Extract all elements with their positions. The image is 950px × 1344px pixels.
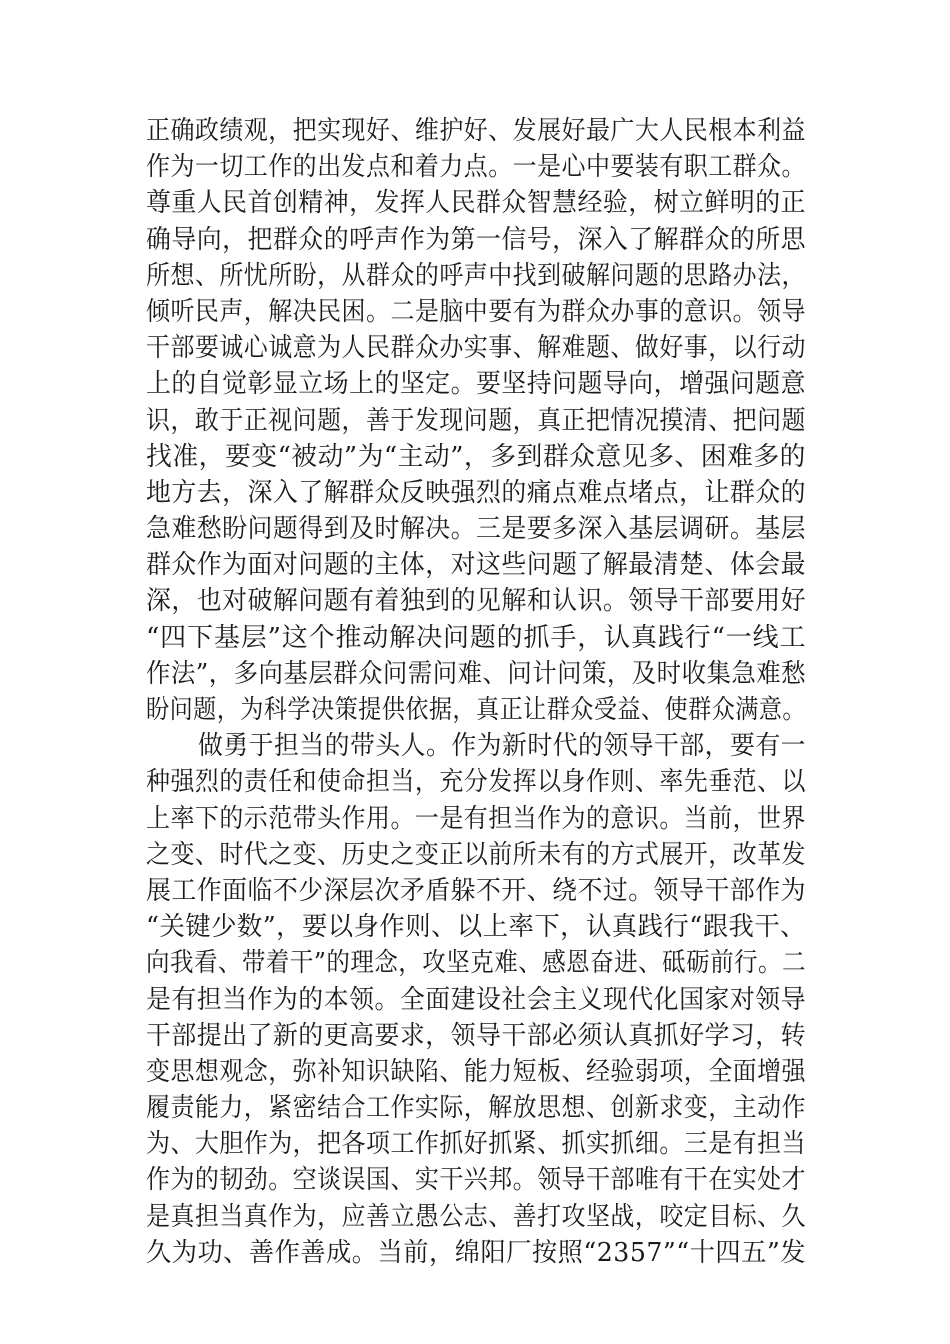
- text-line: 群众作为面对问题的主体，对这些问题了解最清楚、体会最: [146, 550, 806, 581]
- text-line: 干部要诚心诚意为人民群众办实事、解难题、做好事，以行动: [146, 333, 806, 364]
- text-line: 盼问题，为科学决策提供依据，真正让群众受益、使群众满意。: [146, 695, 806, 725]
- paragraph: [146, 113, 806, 728]
- text-line: 向我看、带着干”的理念，攻坚克难、感恩奋进、砥砺前行。二: [146, 948, 806, 979]
- document-body: [146, 113, 806, 1271]
- text-line: 尊重人民首创精神，发挥人民群众智慧经验，树立鲜明的正: [146, 188, 806, 219]
- text-line: 识，敢于正视问题，善于发现问题，真正把情况摸清、把问题: [146, 405, 806, 436]
- text-line: 久为功、善作善成。当前，绵阳厂按照“2357”“十四五”发: [146, 1237, 806, 1268]
- text-line: “关键少数”，要以身作则、以上率下，认真践行“跟我干、: [146, 912, 806, 943]
- text-line: 作为一切工作的出发点和着力点。一是心中要装有职工群众。: [146, 152, 806, 183]
- text-line: 倾听民声，解决民困。二是脑中要有为群众办事的意识。领导: [146, 296, 806, 327]
- text-line: 作法”，多向基层群众问需问难、问计问策，及时收集急难愁: [146, 658, 806, 689]
- text-line: 是真担当真作为，应善立愚公志、善打攻坚战，咬定目标、久: [146, 1201, 806, 1232]
- text-line: 为、大胆作为，把各项工作抓好抓紧、抓实抓细。三是有担当: [146, 1129, 806, 1160]
- text-line: 干部提出了新的更高要求，领导干部必须认真抓好学习，转: [146, 1020, 806, 1051]
- text-line: 上的自觉彰显立场上的坚定。要坚持问题导向，增强问题意: [146, 369, 806, 400]
- text-line: 确导向，把群众的呼声作为第一信号，深入了解群众的所思: [146, 224, 806, 255]
- text-line: “四下基层”这个推动解决问题的抓手，认真践行“一线工: [146, 622, 807, 653]
- text-line: 正确政绩观，把实现好、维护好、发展好最广大人民根本利益: [146, 116, 806, 146]
- text-line: 找准，要变“被动”为“主动”，多到群众意见多、困难多的: [146, 441, 806, 472]
- paragraph: [146, 728, 806, 1271]
- text-line: 所想、所忧所盼，从群众的呼声中找到破解问题的思路办法，: [146, 260, 806, 291]
- text-line: 做勇于担当的带头人。作为新时代的领导干部，要有一: [198, 731, 806, 762]
- text-line: 深，也对破解问题有着独到的见解和认识。领导干部要用好: [146, 586, 806, 617]
- text-line: 变思想观念，弥补知识缺陷、能力短板、经验弱项，全面增强: [146, 1056, 806, 1087]
- text-line: 上率下的示范带头作用。一是有担当作为的意识。当前，世界: [146, 803, 806, 834]
- text-line: 作为的韧劲。空谈误国、实干兴邦。领导干部唯有干在实处才: [146, 1165, 806, 1196]
- text-line: 种强烈的责任和使命担当，充分发挥以身作则、率先垂范、以: [146, 767, 806, 798]
- text-line: 急难愁盼问题得到及时解决。三是要多深入基层调研。基层: [146, 514, 806, 545]
- text-line: 地方去，深入了解群众反映强烈的痛点难点堵点，让群众的: [146, 477, 806, 508]
- text-line: 是有担当作为的本领。全面建设社会主义现代化国家对领导: [146, 984, 806, 1015]
- text-line: 之变、时代之变、历史之变正以前所未有的方式展开，改革发: [146, 839, 806, 870]
- text-line: 展工作面临不少深层次矛盾躲不开、绕不过。领导干部作为: [146, 875, 806, 906]
- text-line: 履责能力，紧密结合工作实际，解放思想、创新求变，主动作: [146, 1093, 806, 1124]
